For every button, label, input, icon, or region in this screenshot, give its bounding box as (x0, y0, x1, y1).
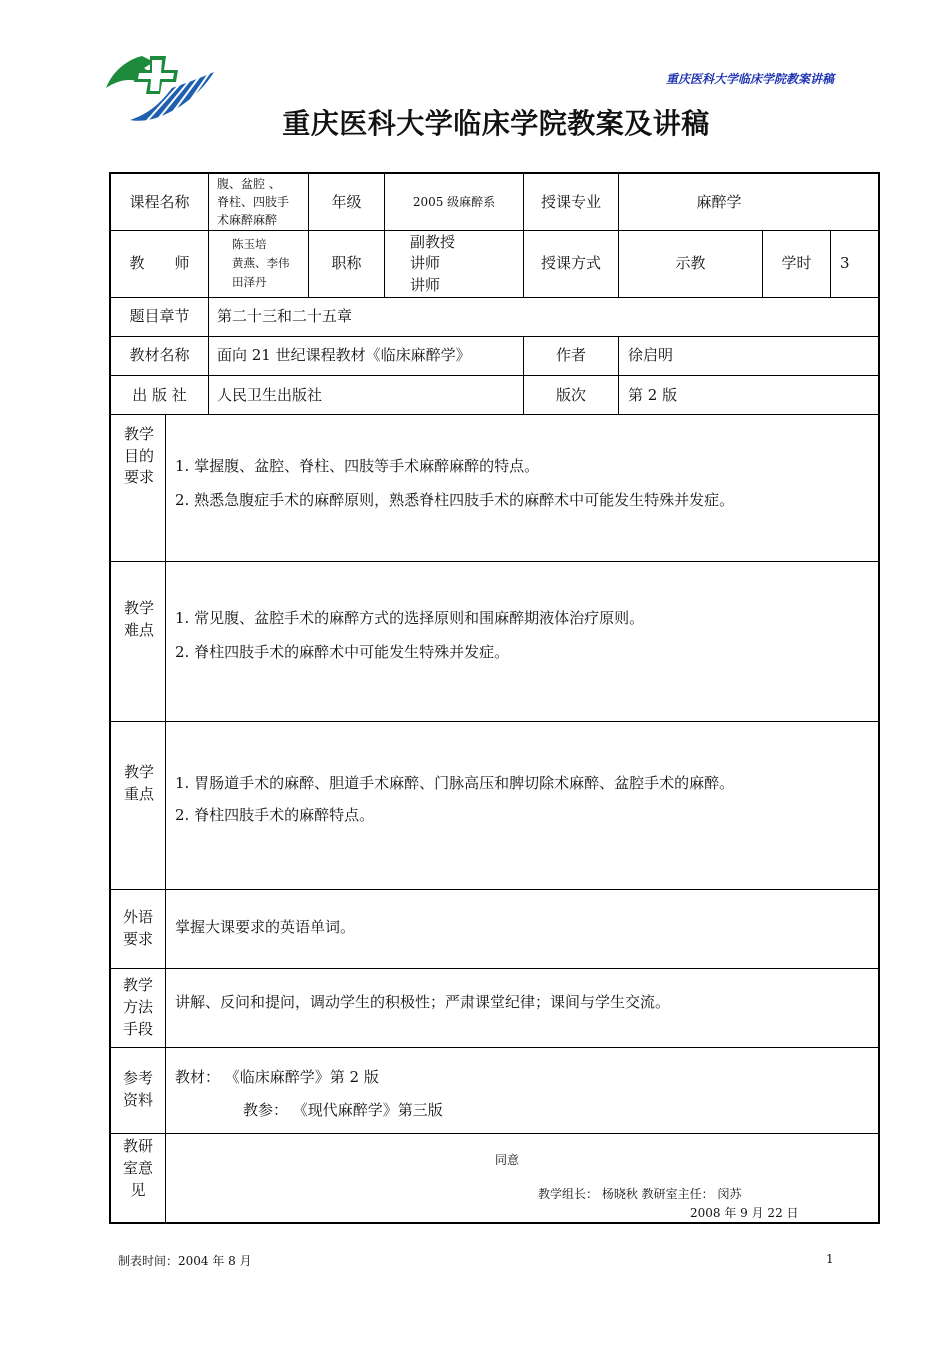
col-divider (384, 173, 385, 297)
col-divider (165, 414, 166, 1223)
teacher-line-2: 黄燕、李伟 (232, 256, 290, 270)
row-divider (110, 230, 879, 231)
textbook-label: 教材名称 (129, 346, 190, 364)
language-value: 掌握大课要求的英语单词。 (175, 918, 356, 936)
course-name-line-1: 腹、盆腔 、 (217, 177, 281, 191)
edition-value: 第 2 版 (628, 386, 678, 404)
course-name-line-2: 脊柱、四肢手 (217, 195, 290, 209)
key-label: 教学重点 (124, 763, 155, 803)
opinion-signers: 教学组长： 杨晓秋 教研室主任： 闵苏 (538, 1187, 742, 1201)
row-divider (110, 561, 879, 562)
row-divider (110, 336, 879, 337)
page-number: 1 (826, 1252, 834, 1266)
teacher-line-1: 陈玉培 (232, 237, 267, 251)
teacher-label: 教 师 (129, 254, 190, 272)
row-divider (110, 889, 879, 890)
row-divider (110, 297, 879, 298)
edition-label: 版次 (555, 386, 586, 404)
row-divider (110, 1133, 879, 1134)
opinion-label: 教研室意见 (122, 1137, 153, 1199)
grade-label: 年级 (331, 193, 362, 211)
methods-label: 教学方法手段 (122, 976, 153, 1038)
opinion-agree: 同意 (495, 1153, 520, 1167)
course-name-line-3: 术麻醉麻醉 (217, 213, 278, 227)
references-line-2: 教参： 《现代麻醉学》第三版 (243, 1101, 443, 1119)
aims-label: 教学目的要求 (124, 425, 155, 486)
key-item-1: 1. 胃肠道手术的麻醉、胆道手术麻醉、门脉高压和脾切除术麻醉、盆腔手术的麻醉。 (175, 774, 735, 792)
textbook-value: 面向 21 世纪课程教材《临床麻醉学》 (217, 346, 471, 364)
row-divider (110, 1047, 879, 1048)
opinion-date: 2008 年 9 月 22 日 (690, 1206, 799, 1220)
row-divider (110, 414, 879, 415)
col-divider (618, 336, 619, 414)
method-label: 授课方式 (540, 254, 601, 272)
document-title: 重庆医科大学临床学院教案及讲稿 (282, 107, 710, 140)
row-divider (110, 721, 879, 722)
teacher-line-3: 田泽丹 (232, 275, 267, 289)
methods-value: 讲解、反问和提问，调动学生的积极性；严肃课堂纪律；课间与学生交流。 (175, 993, 671, 1011)
difficult-item-1: 1. 常见腹、盆腔手术的麻醉方式的选择原则和围麻醉期液体治疗原则。 (175, 609, 645, 627)
grade-value: 2005 级麻醉系 (412, 195, 496, 209)
aims-item-2: 2. 熟悉急腹症手术的麻醉原则，熟悉脊柱四肢手术的麻醉术中可能发生特殊并发症。 (175, 491, 735, 509)
made-time: 制表时间：2004 年 8 月 (118, 1254, 252, 1268)
author-label: 作者 (555, 346, 586, 364)
col-divider (830, 231, 831, 297)
key-item-2: 2. 脊柱四肢手术的麻醉特点。 (175, 806, 375, 824)
col-divider (208, 173, 209, 414)
title-line-2: 讲师 (410, 254, 441, 272)
major-label: 授课专业 (540, 193, 601, 211)
hours-value: 3 (840, 254, 850, 272)
aims-item-1: 1. 掌握腹、盆腔、脊柱、四肢等手术麻醉麻醉的特点。 (175, 457, 540, 475)
title-label: 职称 (331, 254, 362, 272)
method-value: 示教 (675, 254, 706, 272)
course-name-label: 课程名称 (129, 193, 190, 211)
title-line-3: 讲师 (410, 276, 441, 294)
language-label: 外语要求 (122, 908, 153, 948)
row-divider (110, 968, 879, 969)
major-value: 麻醉学 (696, 193, 742, 211)
header-note: 重庆医科大学临床学院教案讲稿 (665, 72, 834, 86)
publisher-label: 出 版 社 (132, 386, 187, 404)
title-line-1: 副教授 (410, 233, 456, 251)
references-line-1: 教材： 《临床麻醉学》第 2 版 (175, 1068, 379, 1086)
references-label: 参考资料 (122, 1069, 153, 1109)
chapter-label: 题目章节 (129, 307, 190, 325)
publisher-value: 人民卫生出版社 (217, 386, 323, 404)
hours-label: 学时 (781, 254, 812, 272)
author-value: 徐启明 (628, 346, 674, 364)
difficult-item-2: 2. 脊柱四肢手术的麻醉术中可能发生特殊并发症。 (175, 643, 510, 661)
difficult-label: 教学难点 (124, 599, 155, 639)
chapter-value: 第二十三和二十五章 (217, 307, 353, 325)
row-divider (110, 375, 879, 376)
